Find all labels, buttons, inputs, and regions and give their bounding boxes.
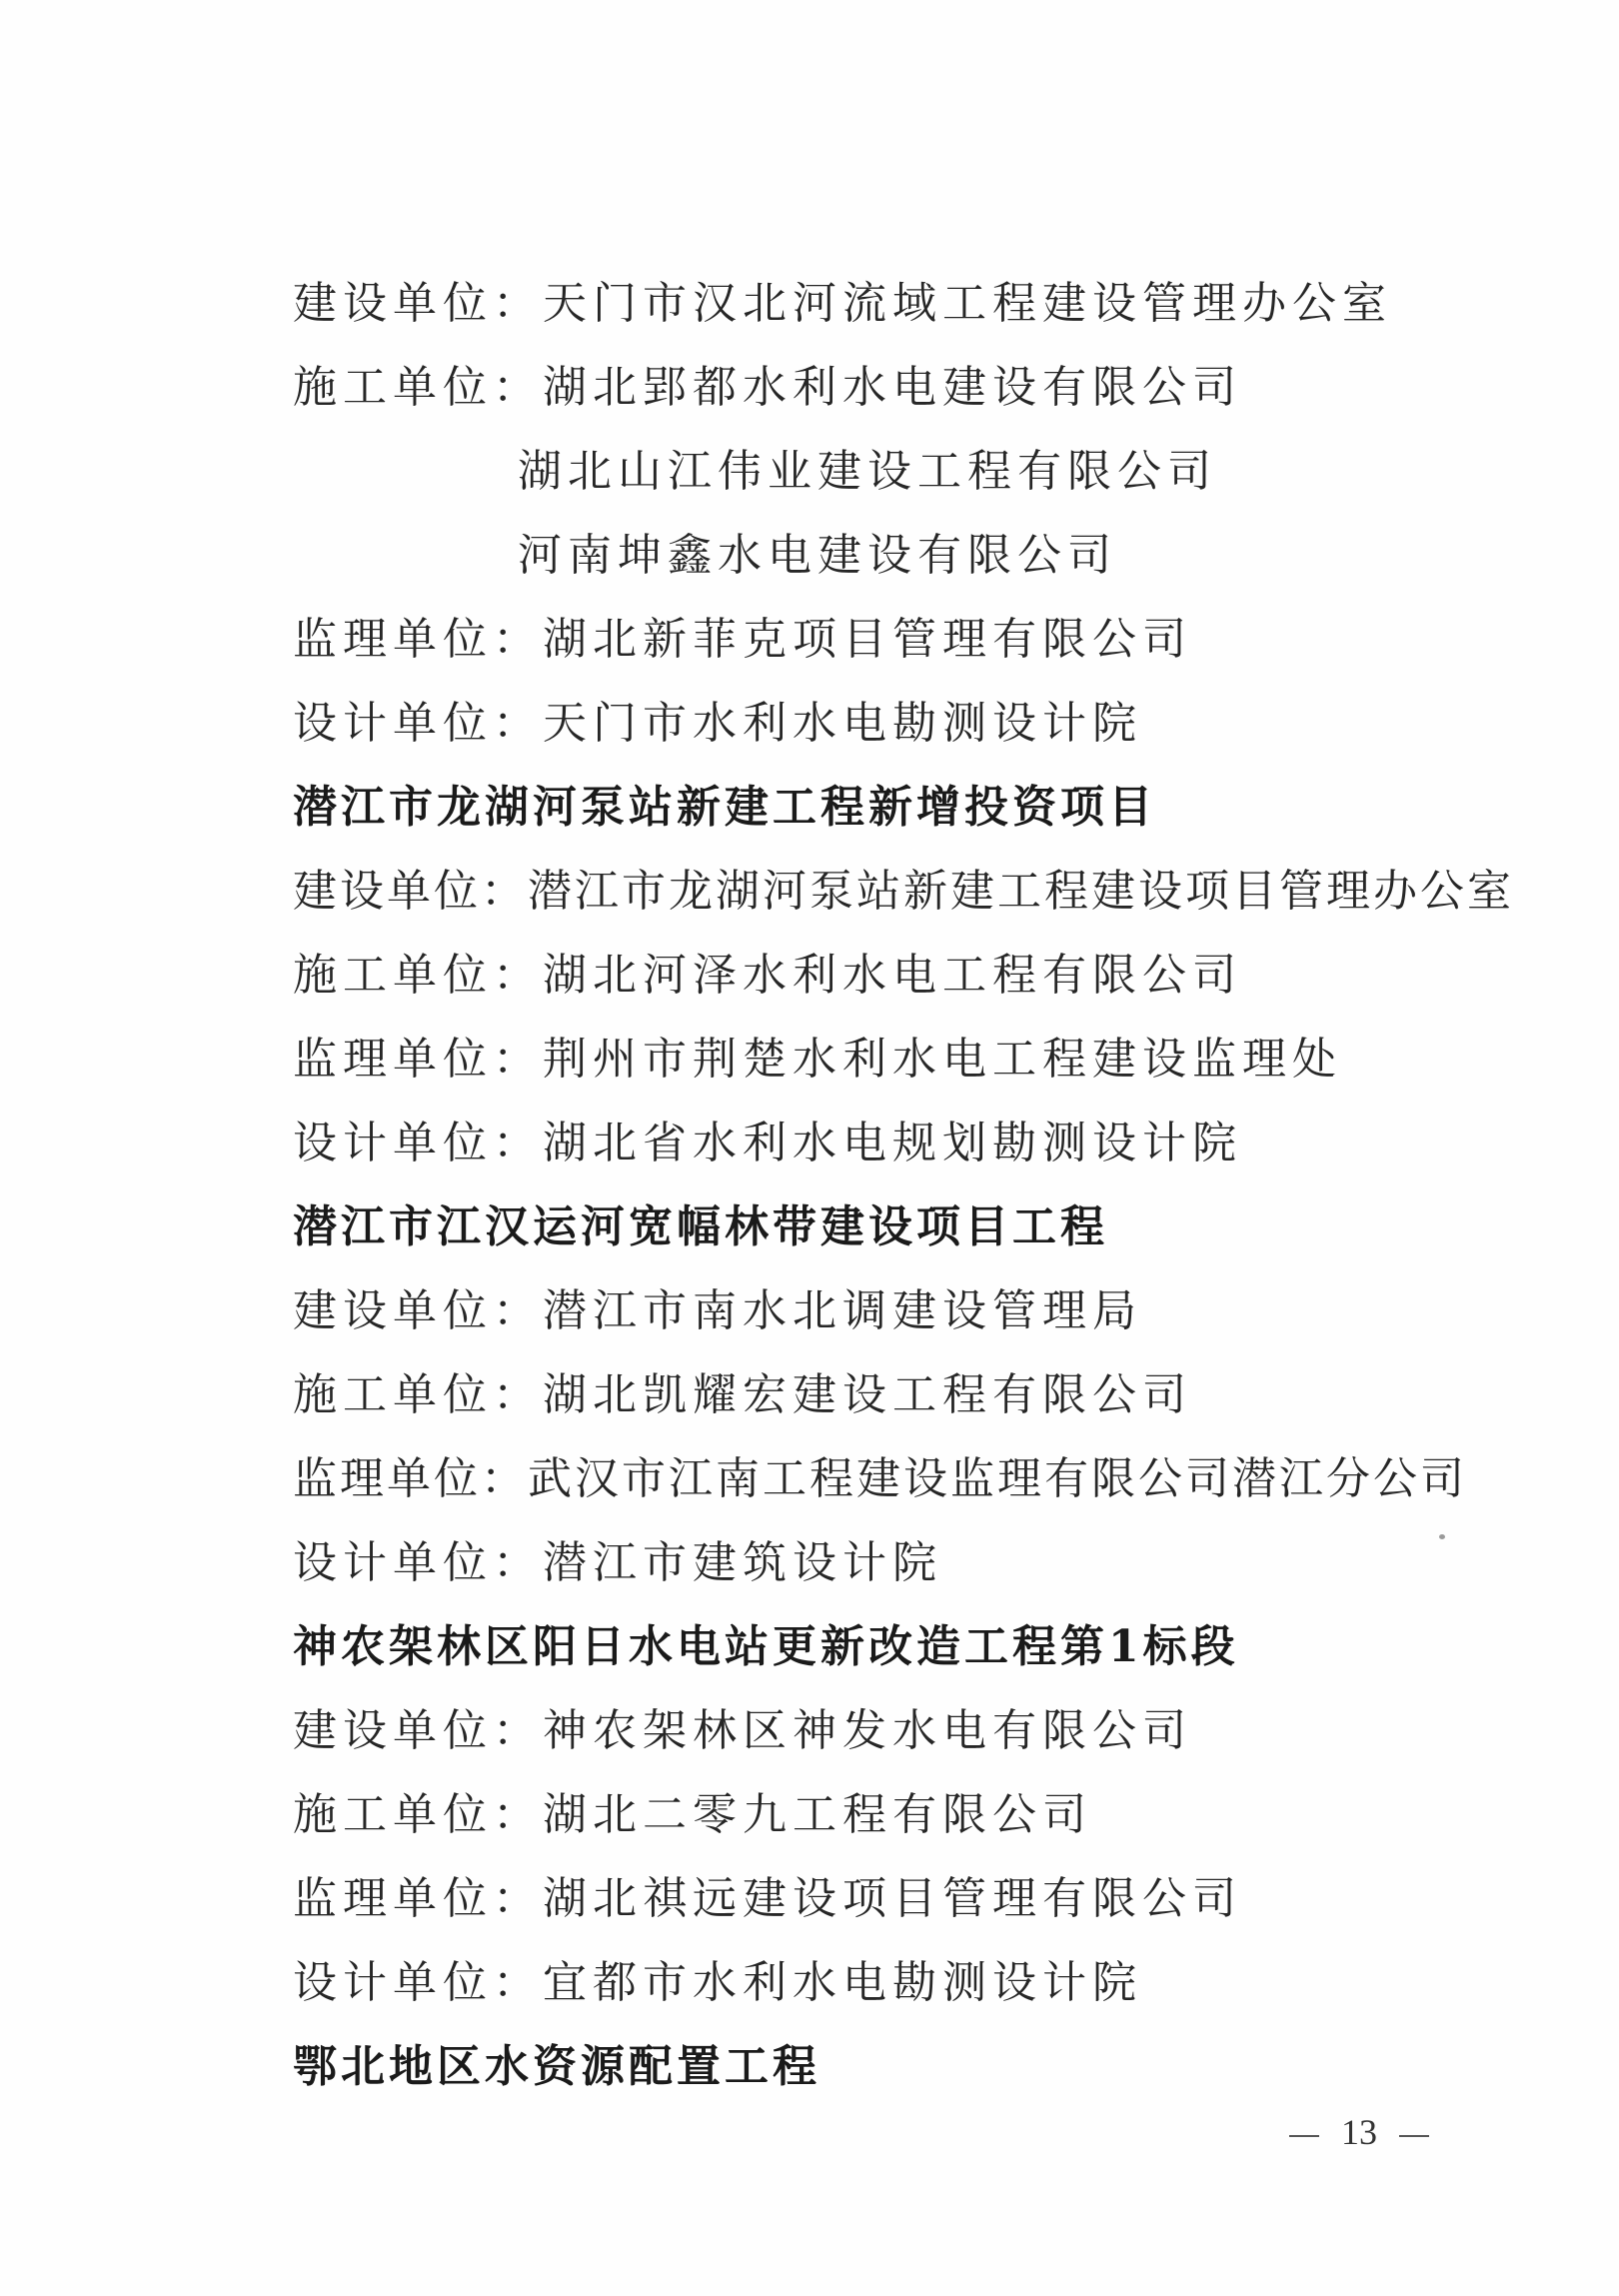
text-line (293, 346, 1492, 430)
field-value: 武汉市江南工程建设监理有限公司潜江分公司 (528, 1453, 1467, 1504)
field-value: 湖北二零九工程有限公司 (543, 1789, 1092, 1840)
field-label: 监理单位： (293, 614, 543, 665)
field-label: 监理单位： (293, 1873, 543, 1924)
field-value: 天门市水利水电勘测设计院 (543, 698, 1142, 749)
field-label: 施工单位： (293, 362, 543, 413)
text-line (293, 1269, 1492, 1353)
field-label: 设计单位： (293, 1537, 543, 1588)
text-line (293, 1773, 1492, 1857)
field-label: 建设单位： (293, 866, 528, 917)
text-line (293, 1857, 1492, 1941)
text-line (293, 262, 1492, 346)
page-number-value: 13 (1341, 2112, 1377, 2152)
field-value: 湖北凯耀宏建设工程有限公司 (543, 1369, 1192, 1420)
text-line (293, 682, 1492, 766)
text-line (293, 1941, 1492, 2025)
field-value: 潜江市龙湖河泵站新建工程建设项目管理办公室 (528, 866, 1514, 917)
text-line (293, 598, 1492, 682)
text-line (293, 934, 1492, 1018)
field-label: 设计单位： (293, 1118, 543, 1168)
field-value: 湖北祺远建设项目管理有限公司 (543, 1873, 1242, 1924)
text-line (293, 1353, 1492, 1437)
field-label: 施工单位： (293, 950, 543, 1001)
field-value: 湖北新菲克项目管理有限公司 (543, 614, 1192, 665)
text-line (293, 850, 1514, 934)
text-line (293, 1689, 1492, 1773)
field-value: 潜江市建筑设计院 (543, 1537, 942, 1588)
field-value: 湖北省水利水电规划勘测设计院 (543, 1118, 1242, 1168)
scan-speck (1439, 1534, 1445, 1539)
field-value: 荆州市荆楚水利水电工程建设监理处 (543, 1034, 1342, 1085)
text-line (293, 1102, 1492, 1185)
text-line (293, 1018, 1492, 1102)
field-value: 湖北郢都水利水电建设有限公司 (543, 362, 1242, 413)
field-label: 设计单位： (293, 1957, 543, 2008)
field-value: 潜江市南水北调建设管理局 (543, 1285, 1142, 1336)
project-heading: 潜江市江汉运河宽幅林带建设项目工程 (293, 1201, 1108, 1252)
field-value: 河南坤鑫水电建设有限公司 (518, 530, 1117, 581)
field-label: 建设单位： (293, 278, 543, 329)
page-number (1267, 2107, 1447, 2157)
project-list (293, 262, 1514, 2109)
field-value: 湖北山江伟业建设工程有限公司 (518, 446, 1217, 497)
text-line (293, 1521, 1492, 1605)
field-label: 监理单位： (293, 1034, 543, 1085)
field-label: 建设单位： (293, 1705, 543, 1756)
text-line (293, 1437, 1492, 1521)
field-label: 施工单位： (293, 1789, 543, 1840)
field-label: 施工单位： (293, 1369, 543, 1420)
field-label: 建设单位： (293, 1285, 543, 1336)
dash-left (1289, 2135, 1319, 2137)
dash-right (1399, 2135, 1429, 2137)
field-value: 天门市汉北河流域工程建设管理办公室 (543, 278, 1392, 329)
field-value: 湖北河泽水利水电工程有限公司 (543, 950, 1242, 1001)
field-label: 设计单位： (293, 698, 543, 749)
field-value: 宜都市水利水电勘测设计院 (543, 1957, 1142, 2008)
text-line (293, 430, 1492, 514)
field-label: 监理单位： (293, 1453, 528, 1504)
text-line (293, 514, 1492, 598)
project-heading: 神农架林区阳日水电站更新改造工程第1标段 (293, 1621, 1239, 1672)
project-heading: 鄂北地区水资源配置工程 (293, 2041, 820, 2092)
project-heading: 潜江市龙湖河泵站新建工程新增投资项目 (293, 782, 1156, 833)
field-value: 神农架林区神发水电有限公司 (543, 1705, 1192, 1756)
